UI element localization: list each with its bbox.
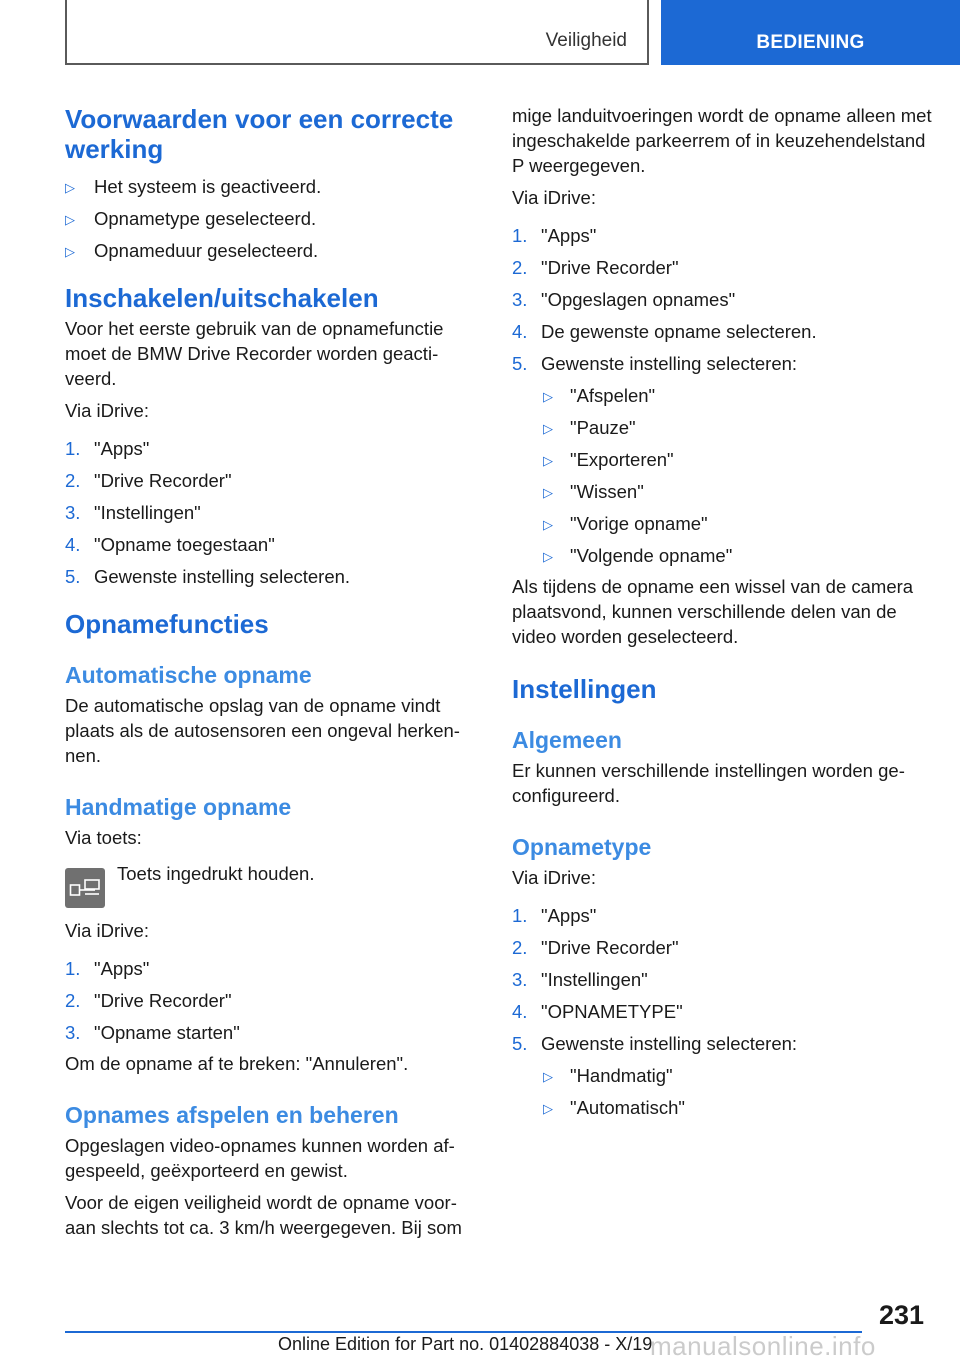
voorwaarden-list	[65, 174, 480, 263]
opnametype-sub-options	[512, 1063, 932, 1120]
triangle-bullet-icon: ▷	[65, 212, 75, 227]
heading-opnamefuncties: Opnamefuncties	[65, 609, 269, 639]
paragraph-camera: Als tijdens de opname een wissel van de camera plaatsvond, kunnen verschillende delen van de video worden geselecteerd.	[512, 576, 914, 647]
triangle-bullet-icon: ▷	[543, 517, 553, 532]
paragraph-continued: mige landuitvoeringen wordt de opname alleen met ingeschakelde parkeerrem of in keuzehendelstand P weergegeven.	[512, 105, 932, 176]
heading-opnames-afspelen: Opnames afspelen en beheren	[65, 1102, 399, 1128]
list-item: 3. "Instellingen"	[512, 969, 648, 990]
triangle-bullet-icon: ▷	[543, 549, 553, 564]
list-item: 3. "Opgeslagen opnames"	[512, 289, 736, 310]
triangle-bullet-icon: ▷	[65, 244, 75, 259]
paragraph-afspelen-1: Opgeslagen video-opnames kunnen worden afgespeeld, geëxporteerd en gewist.	[65, 1135, 455, 1181]
left-column	[65, 100, 480, 1240]
list-item: 2. "Drive Recorder"	[512, 937, 679, 958]
heading-inschakelen: Inschakelen/uitschakelen	[65, 283, 379, 313]
list-item: ▷ "Volgende opname"	[512, 543, 932, 568]
page-number: 231	[878, 1300, 924, 1330]
list-item: ▷ Opnameduur geselecteerd.	[65, 238, 480, 263]
list-item: 1. "Apps"	[65, 958, 150, 979]
triangle-bullet-icon: ▷	[65, 180, 75, 195]
paragraph-algemeen: Er kunnen verschillende instellingen worden geconfigureerd.	[512, 760, 905, 806]
heading-instellingen: Instellingen	[512, 674, 657, 704]
list-item: ▷ "Automatisch"	[512, 1095, 932, 1120]
drive-recorder-button-icon	[65, 868, 105, 908]
inschakelen-steps	[65, 436, 480, 589]
header-chapter-tab	[661, 0, 960, 65]
heading-handmatige-opname: Handmatige opname	[65, 794, 292, 820]
toets-instruction: Toets ingedrukt houden.	[117, 863, 315, 884]
heading-voorwaarden: Voorwaarden voor een correcte werking	[65, 104, 454, 164]
list-item: ▷ "Pauze"	[512, 415, 932, 440]
toets-row	[65, 861, 480, 908]
list-item: 2. "Drive Recorder"	[512, 257, 679, 278]
header-section-title: Veiligheid	[545, 30, 627, 51]
list-item: ▷ Het systeem is geactiveerd.	[65, 174, 480, 199]
list-item: 3. "Opname starten"	[65, 1022, 240, 1043]
list-item: ▷ "Exporteren"	[512, 447, 932, 472]
header-chapter-title: BEDIENING	[756, 32, 865, 53]
header-section-box	[65, 0, 649, 65]
list-item: ▷ "Afspelen"	[512, 383, 932, 408]
heading-opnametype: Opnametype	[512, 834, 652, 860]
list-item: ▷ "Handmatig"	[512, 1063, 932, 1088]
list-item: 5. Gewenste instelling selecteren:	[512, 1033, 798, 1054]
list-item: 1. "Apps"	[512, 905, 597, 926]
via-idrive-label: Via iDrive:	[512, 867, 596, 888]
list-item: 5. Gewenste instelling selecteren.	[65, 566, 351, 587]
list-item: ▷ Opnametype geselecteerd.	[65, 206, 480, 231]
list-item: 1. "Apps"	[65, 438, 150, 459]
list-item: 2. "Drive Recorder"	[65, 470, 232, 491]
paragraph-inschakelen: Voor het eerste gebruik van de opnamefunctie moet de BMW Drive Recorder worden geactiveerd.	[65, 318, 444, 389]
list-item: 2. "Drive Recorder"	[65, 990, 232, 1011]
afspelen-steps	[512, 223, 932, 376]
list-item: 3. "Instellingen"	[65, 502, 201, 523]
triangle-bullet-icon: ▷	[543, 485, 553, 500]
paragraph-automatisch: De automatische opslag van de opname vindt plaats als de autosensoren een ongeval herkennen.	[65, 695, 460, 766]
watermark-logo: manualsonline.info	[650, 1331, 876, 1361]
triangle-bullet-icon: ▷	[543, 1069, 553, 1084]
list-item: 4. De gewenste opname selecteren.	[512, 321, 817, 342]
afspelen-sub-options	[512, 383, 932, 568]
triangle-bullet-icon: ▷	[543, 421, 553, 436]
footer-edition: Online Edition for Part no. 01402884038 - X/19	[278, 1334, 653, 1354]
opnametype-steps	[512, 903, 932, 1056]
list-item: ▷ "Vorige opname"	[512, 511, 932, 536]
via-idrive-label: Via iDrive:	[65, 920, 149, 941]
triangle-bullet-icon: ▷	[543, 453, 553, 468]
heading-algemeen: Algemeen	[512, 727, 622, 753]
via-toets-label: Via toets:	[65, 827, 142, 848]
right-column	[512, 100, 932, 1127]
via-idrive-label: Via iDrive:	[65, 400, 149, 421]
heading-automatische-opname: Automatische opname	[65, 662, 312, 688]
paragraph-annuleren: Om de opname af te breken: "Annuleren".	[65, 1053, 409, 1074]
triangle-bullet-icon: ▷	[543, 1101, 553, 1116]
list-item: 1. "Apps"	[512, 225, 597, 246]
list-item: 4. "OPNAMETYPE"	[512, 1001, 683, 1022]
handmatig-steps	[65, 956, 480, 1045]
via-idrive-label: Via iDrive:	[512, 187, 596, 208]
list-item: 5. Gewenste instelling selecteren:	[512, 353, 798, 374]
triangle-bullet-icon: ▷	[543, 389, 553, 404]
list-item: 4. "Opname toegestaan"	[65, 534, 275, 555]
list-item: ▷ "Wissen"	[512, 479, 932, 504]
paragraph-afspelen-2: Voor de eigen veiligheid wordt de opname vooraan slechts tot ca. 3 km/h weergegeven. Bij som	[65, 1192, 462, 1238]
